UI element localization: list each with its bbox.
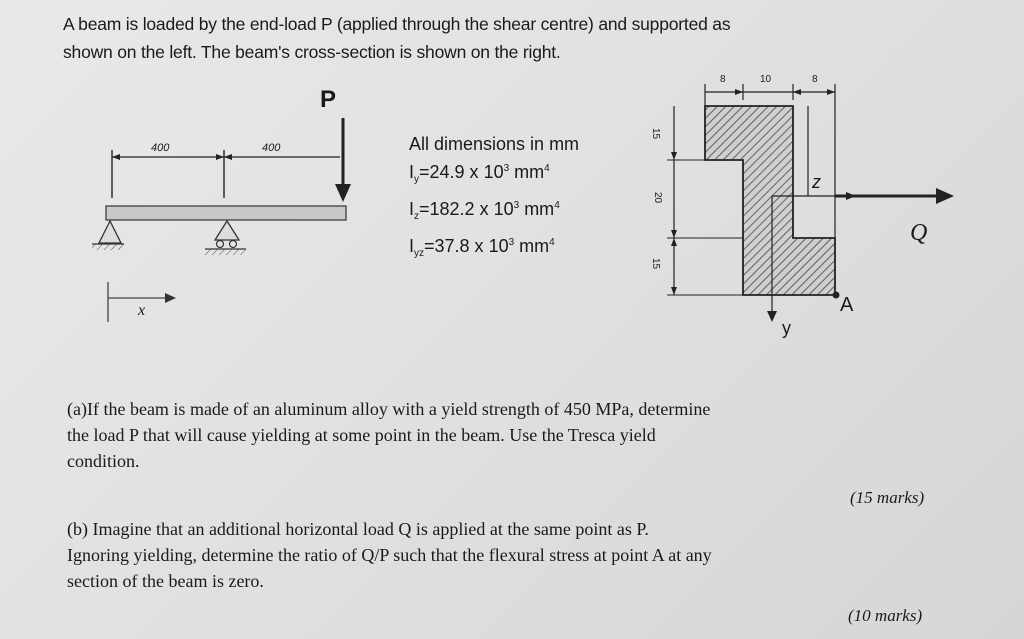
span-1-label: 400	[151, 142, 170, 154]
roller-support	[215, 221, 239, 240]
question-b-line-3: section of the beam is zero.	[67, 571, 264, 591]
question-a-marks: (15 marks)	[850, 488, 925, 507]
x-axis-label: x	[138, 302, 146, 319]
iy-property: $I_y=24.9$ x $10^3$ $mm^4$	[409, 162, 550, 185]
question-a-line-3: condition.	[67, 451, 140, 471]
z-axis-label: z	[812, 172, 821, 192]
span-2-label: 400	[262, 142, 281, 154]
iz-value: =182.2 x 10	[419, 199, 514, 219]
section-shape	[705, 106, 835, 295]
iy-value: =24.9 x 10	[419, 162, 504, 182]
point-a-label: A	[840, 294, 854, 316]
pin-support	[99, 221, 121, 243]
q-load-label: Q	[910, 220, 928, 246]
dim-vertical-2: 20	[652, 191, 664, 204]
properties-header: All dimensions in mm	[409, 134, 580, 154]
question-a-line-2: the load P that will cause yielding at some point in the beam. Use the Tresca yield	[67, 425, 656, 445]
question-b-marks: (10 marks)	[848, 606, 923, 625]
dim-vertical-3: 15	[650, 257, 662, 270]
y-axis-label: y	[782, 318, 791, 338]
dim-top-mid: 10	[760, 74, 772, 85]
beam-body	[106, 206, 346, 220]
beam-diagram	[92, 118, 351, 322]
dim-top-right: 8	[812, 74, 818, 85]
iyz-value: =37.8 x 10	[424, 236, 509, 256]
iyz-unit: mm	[519, 236, 550, 256]
iz-property: $I_z=182.2$ x $10^3$ $mm^4$	[409, 199, 560, 222]
question-b-line-1: (b) Imagine that an additional horizontal load Q is applied at the same point as P.	[67, 519, 649, 539]
dim-top-left: 8	[720, 74, 726, 85]
iyz-property: $I_{yz}=37.8$ x $10^3$ $mm^4$	[409, 236, 555, 259]
cross-section-diagram	[667, 84, 954, 322]
load-label: P	[320, 86, 337, 113]
question-a	[67, 396, 957, 474]
point-a	[833, 292, 840, 299]
intro-line-2: shown on the left. The beam's cross-section is shown on the right.	[63, 42, 561, 62]
iz-unit: mm	[524, 199, 555, 219]
intro-line-1: A beam is loaded by the end-load P (applied through the shear centre) and supported as	[63, 14, 731, 34]
question-b-line-2: Ignoring yielding, determine the ratio of Q/P such that the flexural stress at point A at any	[67, 545, 712, 565]
question-a-line-1: (a)If the beam is made of an aluminum alloy with a yield strength of 450 MPa, determine	[67, 399, 711, 419]
dim-vertical-1: 15	[650, 127, 662, 140]
iy-unit: mm	[514, 162, 545, 182]
question-b	[67, 516, 957, 594]
